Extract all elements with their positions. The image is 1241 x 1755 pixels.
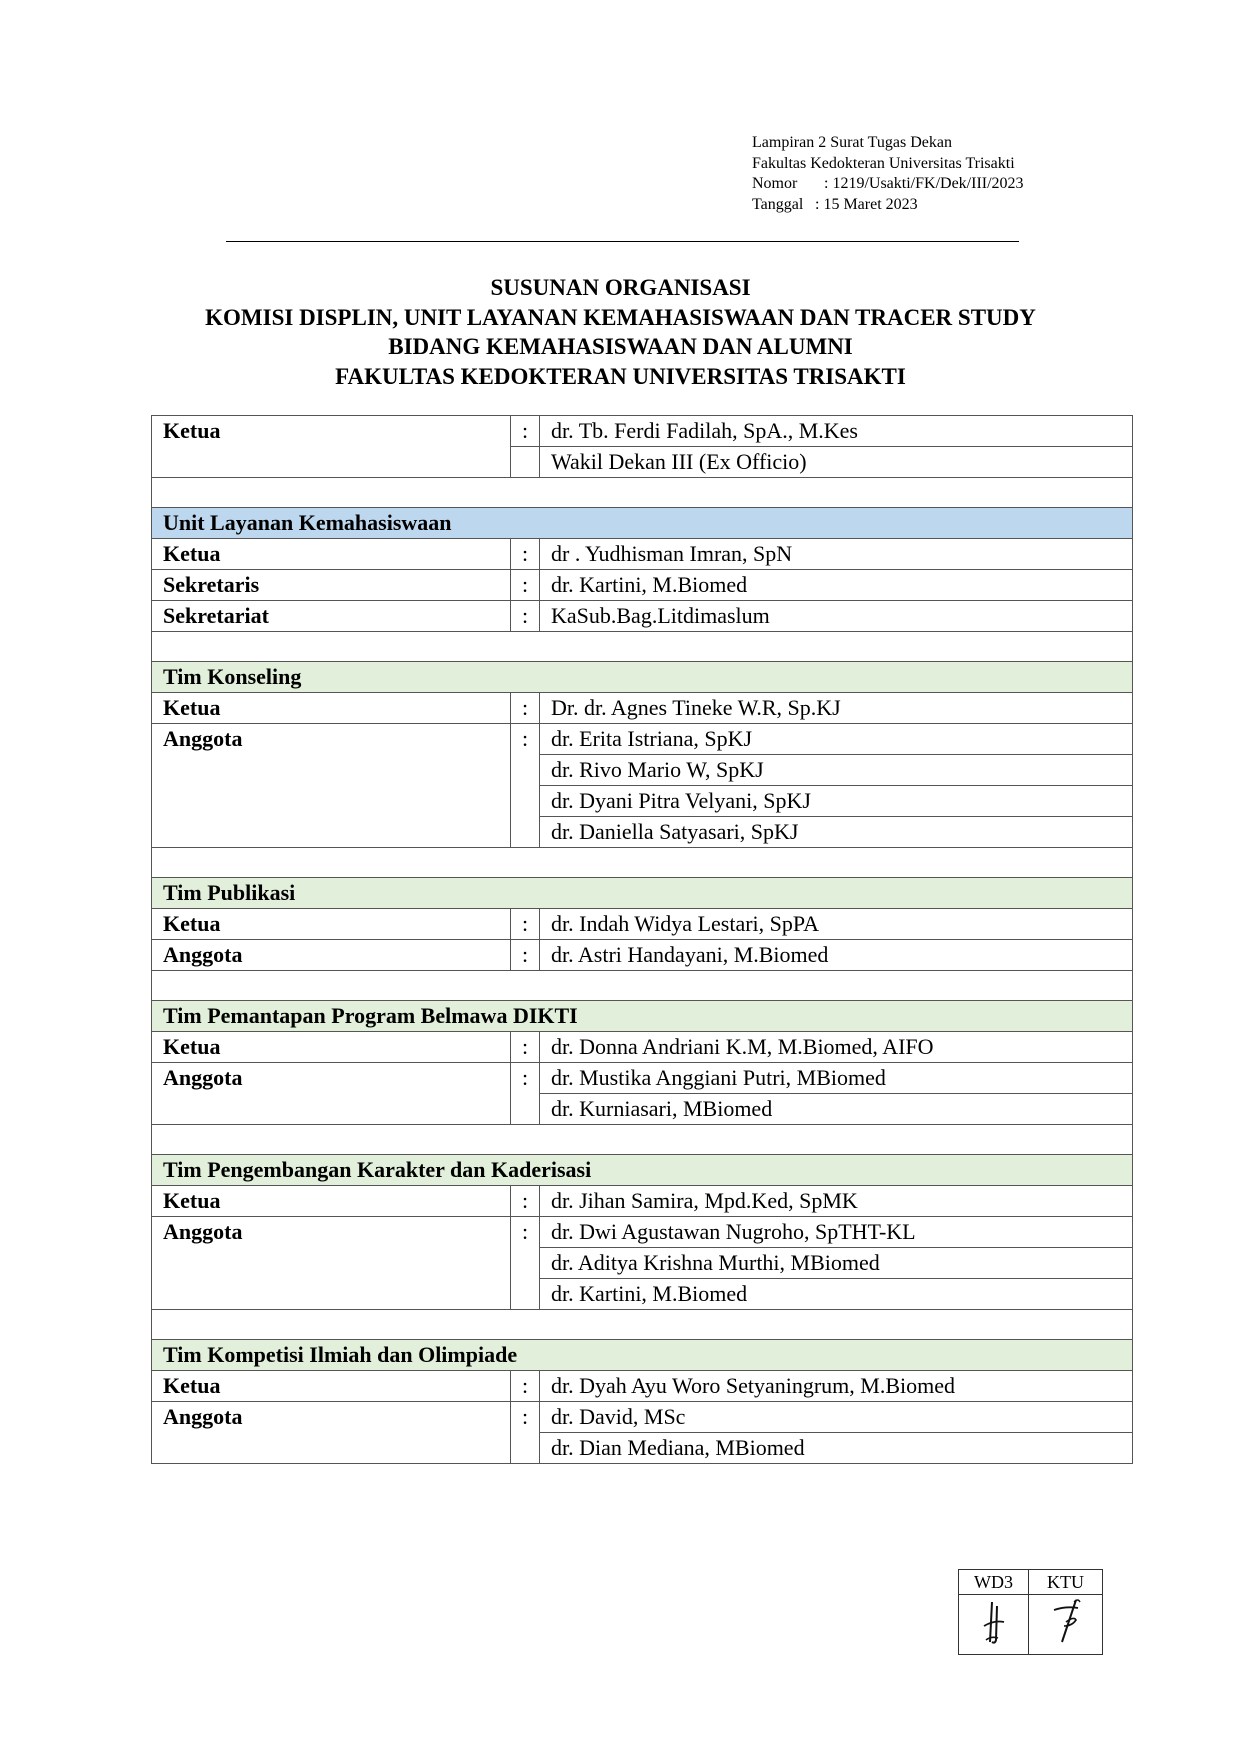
initial-signature-wd3 [959,1595,1029,1655]
tanggal-label: Tanggal [752,195,804,213]
spacer-row [152,632,1133,662]
colon-cell: : [511,1186,540,1217]
colon-cell: : [511,601,540,632]
name-cell: dr. Rivo Mario W, SpKJ [540,755,1133,786]
colon-cell: : [511,570,540,601]
table-row [152,909,1133,940]
title-line-4: FAKULTAS KEDOKTERAN UNIVERSITAS TRISAKTI [335,363,906,389]
table-row [152,1186,1133,1217]
spacer-row [152,971,1133,1001]
name-cell: dr. Aditya Krishna Murthi, MBiomed [540,1248,1133,1279]
attachment-reference [752,133,1024,215]
handwritten-initial-icon [964,1596,1024,1648]
table-row [152,601,1133,632]
organization-table [151,415,1133,1464]
table-row [152,1371,1133,1402]
nomor-label: Nomor [752,175,798,192]
table-row [152,416,1133,447]
section-title: Tim Kompetisi Ilmiah dan Olimpiade [152,1340,1133,1371]
name-cell: dr. Astri Handayani, M.Biomed [540,940,1133,971]
nomor-value: : 1219/Usakti/FK/Dek/III/2023 [824,175,1024,192]
role-cell: Sekretariat [152,601,511,632]
colon-cell: : [511,909,540,940]
title-line-1: SUSUNAN ORGANISASI [490,275,751,300]
table-row [152,693,1133,724]
colon-cell: : [511,539,540,570]
title-line-3: BIDANG KEMAHASISWAAN DAN ALUMNI [388,334,853,359]
role-cell: Ketua [152,1186,511,1217]
section-header [152,508,1133,539]
name-cell: dr. David, MSc [540,1402,1133,1433]
section-title: Tim Publikasi [152,878,1133,909]
name-cell: dr. Mustika Anggiani Putri, MBiomed [540,1063,1133,1094]
reference-nomor [752,174,1024,195]
name-cell: dr. Tb. Ferdi Fadilah, SpA., M.Kes [540,416,1133,447]
table-row [152,539,1133,570]
colon-cell: : [511,724,540,848]
reference-line-1: Lampiran 2 Surat Tugas Dekan [752,134,952,151]
section-title: Unit Layanan Kemahasiswaan [152,508,1133,539]
section-header [152,662,1133,693]
spacer-row [152,848,1133,878]
name-cell: dr. Dyani Pitra Velyani, SpKJ [540,786,1133,817]
section-header [152,878,1133,909]
reference-line-2: Fakultas Kedokteran Universitas Trisakti [752,154,1015,172]
section-header [152,1001,1133,1032]
colon-cell: : [511,1371,540,1402]
section-title: Tim Pengembangan Karakter dan Kaderisasi [152,1155,1133,1186]
colon-cell: : [511,416,540,447]
reference-tanggal [752,195,1024,216]
colon-cell: : [511,693,540,724]
role-cell: Ketua [152,1371,511,1402]
name-cell: dr. Dwi Agustawan Nugroho, SpTHT-KL [540,1217,1133,1248]
name-cell: dr. Indah Widya Lestari, SpPA [540,909,1133,940]
role-cell: Anggota [152,1402,511,1464]
role-cell: Anggota [152,724,511,848]
document-title [0,273,1241,391]
section-header [152,1155,1133,1186]
colon-cell: : [511,1063,540,1125]
role-cell: Ketua [152,416,511,478]
name-cell: dr. Kurniasari, MBiomed [540,1094,1133,1125]
initial-signature-ktu [1029,1595,1103,1655]
colon-cell: : [511,1217,540,1310]
handwritten-initial-icon [1036,1596,1096,1648]
table-row [152,1217,1133,1248]
name-cell: dr. Erita Istriana, SpKJ [540,724,1133,755]
colon-cell: : [511,940,540,971]
colon-cell: : [511,1032,540,1063]
spacer-row [152,1310,1133,1340]
table-row [152,940,1133,971]
section-title: Tim Pemantapan Program Belmawa DIKTI [152,1001,1133,1032]
name-cell: dr. Dyah Ayu Woro Setyaningrum, M.Biomed [540,1371,1133,1402]
initials-header-wd3: WD3 [959,1570,1029,1595]
name-cell: Wakil Dekan III (Ex Officio) [540,447,1133,478]
role-cell: Anggota [152,1063,511,1125]
role-cell: Anggota [152,1217,511,1310]
table-row [152,1032,1133,1063]
spacer-row [152,478,1133,508]
section-title: Tim Konseling [152,662,1133,693]
name-cell: dr. Jihan Samira, Mpd.Ked, SpMK [540,1186,1133,1217]
role-cell: Anggota [152,940,511,971]
name-cell: dr. Kartini, M.Biomed [540,1279,1133,1310]
header-divider [226,241,1019,242]
colon-cell: : [511,1402,540,1464]
colon-cell [511,447,540,478]
name-cell: dr. Dian Mediana, MBiomed [540,1433,1133,1464]
initials-header-ktu: KTU [1029,1570,1103,1595]
role-cell: Ketua [152,693,511,724]
spacer-row [152,1125,1133,1155]
initials-box [958,1569,1103,1655]
name-cell: dr . Yudhisman Imran, SpN [540,539,1133,570]
name-cell: dr. Kartini, M.Biomed [540,570,1133,601]
table-row [152,724,1133,755]
tanggal-value: : 15 Maret 2023 [815,195,918,213]
name-cell: KaSub.Bag.Litdimaslum [540,601,1133,632]
table-row [152,570,1133,601]
role-cell: Ketua [152,1032,511,1063]
table-row [152,1063,1133,1094]
section-header [152,1340,1133,1371]
name-cell: Dr. dr. Agnes Tineke W.R, Sp.KJ [540,693,1133,724]
role-cell: Sekretaris [152,570,511,601]
table-row [152,1402,1133,1433]
role-cell: Ketua [152,909,511,940]
title-line-2: KOMISI DISPLIN, UNIT LAYANAN KEMAHASISWAAN DAN TRACER STUDY [205,304,1036,330]
name-cell: dr. Donna Andriani K.M, M.Biomed, AIFO [540,1032,1133,1063]
name-cell: dr. Daniella Satyasari, SpKJ [540,817,1133,848]
role-cell: Ketua [152,539,511,570]
